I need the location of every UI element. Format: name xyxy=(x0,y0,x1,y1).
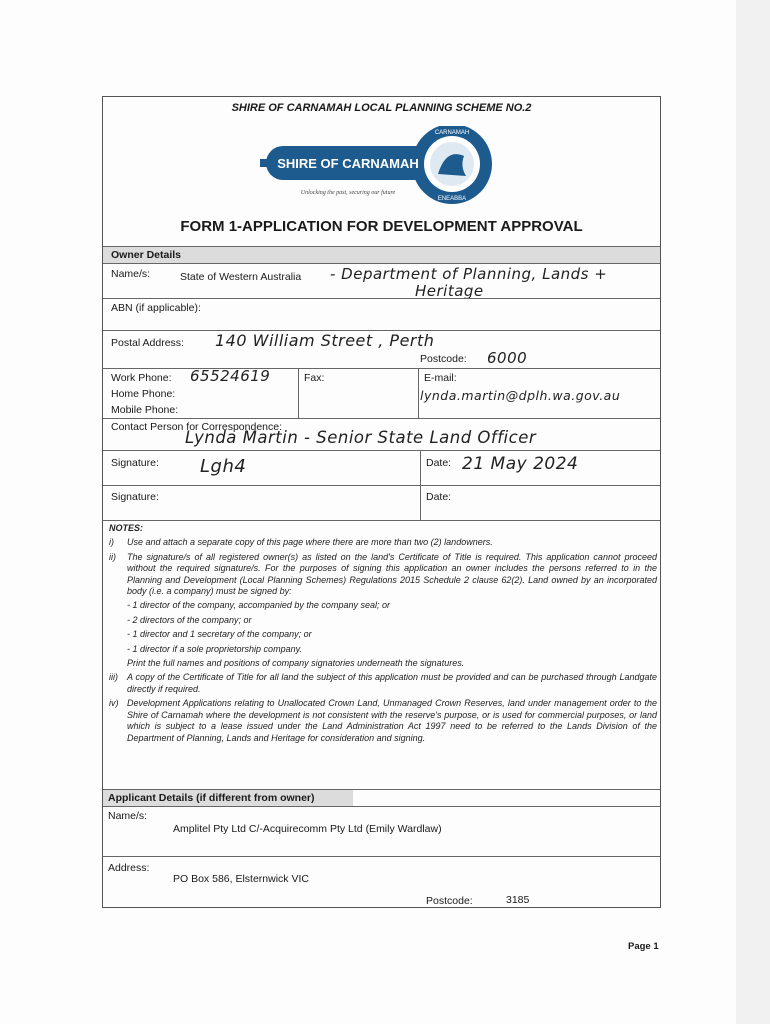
applicant-postcode-label: Postcode: xyxy=(426,895,473,907)
contact-person-value[interactable]: Lynda Martin - Senior State Land Officer xyxy=(185,428,537,447)
work-phone-label: Work Phone: xyxy=(111,372,172,384)
owner-name-label: Name/s: xyxy=(111,268,151,280)
fax-label: Fax: xyxy=(304,372,325,384)
abn-label: ABN (if applicable): xyxy=(111,302,201,314)
date-2-label: Date: xyxy=(426,491,452,503)
note-iv-number: iv) xyxy=(109,698,119,709)
logo-text: SHIRE OF CARNAMAH xyxy=(277,156,419,171)
signature-2-label: Signature: xyxy=(111,491,159,503)
notes-block xyxy=(109,523,657,744)
note-print-names: Print the full names and positions of company signatories underneath the signatures. xyxy=(127,658,465,669)
form-title: FORM 1-APPLICATION FOR DEVELOPMENT APPROVAL xyxy=(180,218,583,235)
home-phone-label: Home Phone: xyxy=(111,388,176,400)
applicant-name-label: Name/s: xyxy=(108,810,148,822)
logo-tagline: Unlocking the past, securing our future xyxy=(300,190,396,196)
note-bullet-2: - 2 directors of the company; or xyxy=(127,614,252,625)
date-label: Date: xyxy=(426,457,452,469)
signature-value[interactable]: Lgh4 xyxy=(200,456,247,477)
note-bullet-1: - 1 director of the company, accompanied by the company seal; or xyxy=(127,600,390,611)
page-number: Page 1 xyxy=(628,941,659,952)
date-value[interactable]: 21 May 2024 xyxy=(462,454,579,474)
note-iv-text: Development Applications relating to Unallocated Crown Land, Unmanaged Crown Reserves, land under management order to the Shire of Carnamah where the development is not consistent with the reserve's purpose, or is used for commercial purposes, or land which is subject to a lease issued under the Land Administration Act 1997 need to be referred to the Lands Division of the Department of Planning, Lands and Heritage for consideration and signing. xyxy=(127,698,657,743)
owner-name-typed[interactable]: State of Western Australia xyxy=(180,271,302,283)
postcode-value[interactable]: 6000 xyxy=(487,349,528,367)
note-ii-text: The signature/s of all registered owner(s) as listed on the land's Certificate of Title is required. This application cannot proceed without the required signature/s. For the purposes of signing this application an owner includes the persons referred to in the Planning and Development (Local Planning Schemes) Regulations 2015 Schedule 2 clause 62(2). Land owned by an incorporated body (i.e. a company) must be signed by: xyxy=(127,551,657,597)
applicant-address-value[interactable]: PO Box 586, Elsternwick VIC xyxy=(173,873,309,885)
note-i-text: Use and attach a separate copy of this page where there are more than two (2) landowners. xyxy=(127,537,493,548)
note-i-number: i) xyxy=(109,537,114,548)
note-iii-text: A copy of the Certificate of Title for all land the subject of this application must be provided and can be purchased through Landgate directly if required. xyxy=(127,672,657,694)
applicant-address-label: Address: xyxy=(108,862,150,874)
owner-section-band xyxy=(103,246,660,263)
seal-bottom-text: ENEABBA xyxy=(437,196,467,202)
shire-logo xyxy=(260,126,500,210)
applicant-section-label: Applicant Details (if different from owner) xyxy=(108,792,315,804)
postcode-label: Postcode: xyxy=(420,353,467,365)
applicant-name-value[interactable]: Amplitel Pty Ltd C/-Acquirecomm Pty Ltd (Emily Wardlaw) xyxy=(173,823,442,835)
email-value[interactable]: lynda.martin@dplh.wa.gov.au xyxy=(420,388,621,403)
owner-name-handwritten-2[interactable]: Heritage xyxy=(415,282,484,300)
note-iii-number: iii) xyxy=(109,672,118,683)
postal-address-label: Postal Address: xyxy=(111,337,184,349)
contact-person-label: Contact Person for Correspondence: xyxy=(111,421,283,433)
owner-name-handwritten-1[interactable]: - Department of Planning, Lands + xyxy=(330,265,608,283)
applicant-postcode-value[interactable]: 3185 xyxy=(506,894,530,906)
note-ii-number: ii) xyxy=(109,551,116,562)
owner-section-label: Owner Details xyxy=(111,249,182,261)
postal-address-value[interactable]: 140 William Street , Perth xyxy=(215,331,435,350)
mobile-phone-label: Mobile Phone: xyxy=(111,404,179,416)
email-label: E-mail: xyxy=(424,372,457,384)
signature-label: Signature: xyxy=(111,457,159,469)
scheme-title: SHIRE OF CARNAMAH LOCAL PLANNING SCHEME NO.2 xyxy=(231,102,532,114)
work-phone-value[interactable]: 65524619 xyxy=(190,367,271,385)
scan-edge xyxy=(736,0,770,1024)
note-bullet-3: - 1 director and 1 secretary of the company; or xyxy=(127,629,312,640)
notes-heading: NOTES: xyxy=(109,523,144,533)
note-bullet-4: - 1 director if a sole proprietorship company. xyxy=(127,643,302,654)
seal-top-text: CARNAMAH xyxy=(434,130,470,136)
